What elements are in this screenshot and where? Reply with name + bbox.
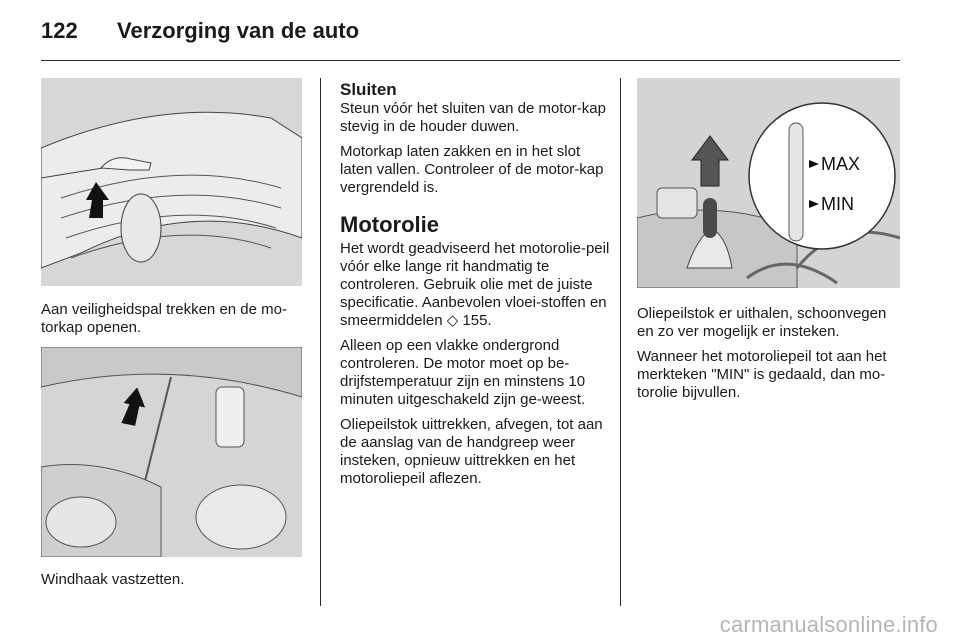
figure-hood-release <box>41 78 302 286</box>
column-divider-right <box>620 78 621 606</box>
heading-sluiten: Sluiten <box>340 80 397 99</box>
figure-prop-rod <box>41 347 302 557</box>
heading-motorolie: Motorolie <box>340 212 439 237</box>
paragraph-motorolie-1-text: Het wordt geadviseerd het motorolie-peil vóór elke lange rit handmatig te controleren. Gebruik olie met de juiste specificatie. Aanbevolen vloei-stoffen en smeermiddelen <box>340 240 610 329</box>
paragraph-right-2: Wanneer het motoroliepeil tot aan het merkteken "MIN" is gedaald, dan mo-torolie bijvullen. <box>637 348 887 401</box>
paragraph-motorolie-1 <box>340 240 610 330</box>
column-divider-left <box>320 78 321 606</box>
paragraph-sluiten-1: Steun vóór het sluiten van de motor-kap stevig in de houder duwen. <box>340 100 606 135</box>
caption-hood-release: Aan veiligheidspal trekken en de mo-torkap openen. <box>41 301 287 336</box>
paragraph-motorolie-2: Alleen op een vlakke ondergrond controleren. De motor moet op be-drijfstemperatuur zijn en minstens 10 minuten uitgeschakeld zijn ge-weest. <box>340 337 586 408</box>
header-rule <box>41 60 900 61</box>
page-number: 122 <box>41 18 78 43</box>
page-title: Verzorging van de auto <box>117 18 360 43</box>
dipstick-min-label: MIN <box>821 194 854 214</box>
paragraph-motorolie-3: Oliepeilstok uittrekken, afvegen, tot aan de aanslag van de handgreep weer insteken, opnieuw uittrekken en het motoroliepeil aflezen. <box>340 416 603 487</box>
caption-prop-rod: Windhaak vastzetten. <box>41 571 185 588</box>
page-reference[interactable]: 155. <box>462 312 492 329</box>
paragraph-sluiten-2: Motorkap laten zakken en in het slot laten vallen. Controleer of de motor-kap vergrendeld is. <box>340 143 604 196</box>
dipstick-max-label: MAX <box>821 154 861 174</box>
paragraph-right-1: Oliepeilstok er uithalen, schoonvegen en zo ver mogelijk er insteken. <box>637 305 887 340</box>
watermark-text: carmanualsonline.info <box>719 612 938 637</box>
diamond-reference-icon: ◇ <box>446 312 459 329</box>
column-right-text <box>637 305 905 402</box>
column-main-text <box>340 80 610 488</box>
figure-dipstick <box>637 78 900 288</box>
